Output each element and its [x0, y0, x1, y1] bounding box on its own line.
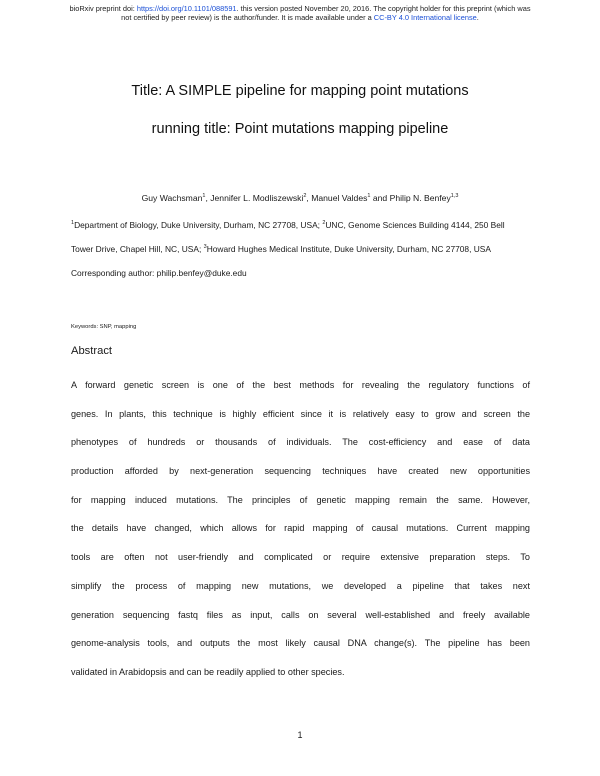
- paper-title: Title: A SIMPLE pipeline for mapping point mutations: [131, 83, 469, 99]
- author-affiliation-mark: 2: [303, 193, 307, 199]
- abstract-line: tools are often not user-friendly and complicated or require extensive preparation steps. To: [71, 552, 530, 563]
- abstract-line: genome-analysis tools, and outputs the most likely causal DNA change(s). The pipeline has been: [71, 638, 530, 649]
- preprint-header: [0, 4, 600, 22]
- abstract-line: phenotypes of hundreds or thousands of individuals. The cost-efficiency and ease of data: [71, 437, 530, 448]
- abstract-line: the details have changed, which allows for rapid mapping of causal mutations. Current mapping: [71, 523, 530, 534]
- author-affiliation-mark: 1: [367, 193, 371, 199]
- affiliations: [71, 213, 541, 261]
- abstract-line: production afforded by next-generation sequencing techniques have created new opportunities: [71, 466, 530, 477]
- corresponding-author: Corresponding author: philip.benfey@duke.edu: [71, 268, 247, 278]
- abstract-line: A forward genetic screen is one of the best methods for revealing the regulatory functions of: [71, 380, 530, 390]
- affiliation-line-1: $^1$Department of Biology, Duke University, Durham, NC 27708, USA; $^2$UNC, Genome Sciences Building 4144, 250 Bell: [71, 220, 505, 230]
- page-number: 1: [297, 730, 303, 740]
- author-name: Guy Wachsman: [141, 193, 203, 203]
- preprint-line-1: bioRxiv preprint doi: https://doi.org/10.1101/088591. this version posted November 20, 2016. The copyright holder for this preprint (which was: [69, 4, 531, 13]
- author-name: Jennifer L. Modliszewski: [210, 193, 304, 203]
- abstract-heading: Abstract: [71, 345, 113, 357]
- license-link[interactable]: CC-BY 4.0 International license: [373, 13, 477, 22]
- keywords: Keywords: SNP, mapping: [71, 324, 137, 330]
- author-name: Philip N. Benfey: [389, 193, 451, 203]
- abstract-line: genes. In plants, this technique is highly efficient since it is relatively easy to grow and screen the: [71, 408, 530, 419]
- running-title: running title: Point mutations mapping pipeline: [151, 121, 449, 137]
- abstract-line: generation sequencing fastq files as input, calls on several well-established and freely available: [71, 609, 530, 620]
- author-affiliation-mark: 1: [202, 193, 206, 199]
- abstract-body: [71, 373, 530, 689]
- doi-link[interactable]: https://doi.org/10.1101/088591: [136, 4, 237, 13]
- abstract-line: for mapping induced mutations. The principles of genetic mapping remain the same. However,: [71, 494, 530, 505]
- author-affiliation-mark: 1,3: [450, 193, 459, 199]
- author-list: Guy Wachsman$^1$, Jennifer L. Modliszewski$^2$, Manuel Valdes$^1$ and Philip N. Benfey$^{1,3}$: [141, 193, 459, 203]
- abstract-line: validated in Arabidopsis and can be readily applied to other species.: [71, 666, 345, 677]
- author-name: Manuel Valdes: [311, 193, 368, 203]
- affiliation-line-2: Tower Drive, Chapel Hill, NC, USA; $^3$Howard Hughes Medical Institute, Duke University, Durham, NC 27708, USA: [71, 244, 491, 254]
- preprint-line-2: not certified by peer review) is the author/funder. It is made available under a CC-BY 4.0 International license.: [121, 13, 479, 22]
- abstract-line: simplify the process of mapping new mutations, we developed a pipeline that takes next: [71, 580, 530, 591]
